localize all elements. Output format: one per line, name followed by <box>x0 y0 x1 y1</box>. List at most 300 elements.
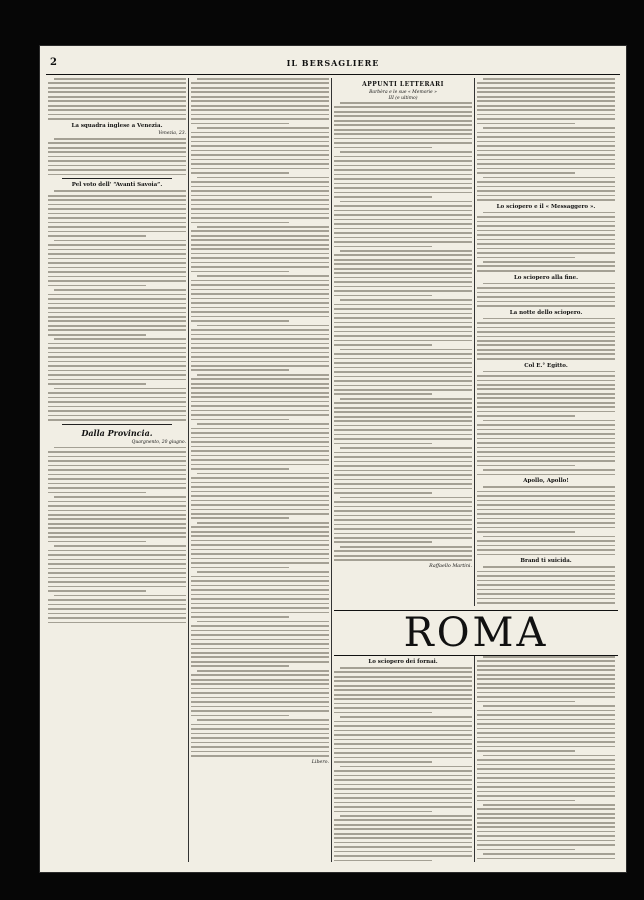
text-line <box>48 604 186 606</box>
column-rule <box>331 78 332 862</box>
text-line <box>334 120 472 122</box>
text-line <box>334 407 472 409</box>
text-line <box>477 660 615 662</box>
text-line <box>334 335 472 337</box>
text-line <box>334 712 432 714</box>
text-line <box>48 608 186 610</box>
text-line <box>477 665 615 667</box>
text-line <box>191 607 329 609</box>
text-line <box>191 343 329 345</box>
text-line <box>191 531 329 533</box>
text-line <box>54 338 186 340</box>
text-line <box>477 105 615 107</box>
text-line <box>191 136 329 138</box>
text-line <box>48 550 186 552</box>
text-line <box>48 518 186 520</box>
text-line <box>48 285 146 287</box>
text-line <box>334 277 472 279</box>
text-line <box>48 347 186 349</box>
text-line <box>334 429 472 431</box>
text-line <box>334 416 472 418</box>
text-line <box>334 501 472 503</box>
text-line <box>191 553 329 555</box>
text-line <box>477 844 615 846</box>
text-line <box>191 186 329 188</box>
text-line <box>197 423 329 425</box>
text-line <box>191 405 329 407</box>
text-line <box>334 483 472 485</box>
text-line <box>48 379 186 381</box>
text-line <box>334 793 472 795</box>
text-line <box>48 160 186 162</box>
text-line <box>334 528 472 530</box>
text-line <box>48 419 186 421</box>
text-line <box>48 325 186 327</box>
text-line <box>191 248 329 250</box>
text-line <box>483 283 615 285</box>
text-line <box>340 716 472 718</box>
text-line <box>334 219 472 221</box>
text-line <box>477 509 615 511</box>
text-line <box>477 518 615 520</box>
text-line <box>48 514 186 516</box>
text-line <box>334 488 472 490</box>
text-line <box>477 687 615 689</box>
text-line <box>334 860 432 862</box>
text-line <box>477 584 615 586</box>
text-line <box>340 398 472 400</box>
text-line <box>191 356 329 358</box>
text-line <box>477 388 615 390</box>
text-line <box>334 784 472 786</box>
text-line <box>477 849 575 851</box>
text-line <box>334 308 472 310</box>
text-line <box>48 199 186 201</box>
text-line <box>191 491 329 493</box>
text-line <box>477 447 615 449</box>
text-line <box>477 349 615 351</box>
text-line <box>477 336 615 338</box>
text-line <box>48 253 186 255</box>
text-line <box>334 393 432 395</box>
text-line <box>334 156 472 158</box>
text-line <box>191 352 329 354</box>
text-line <box>48 613 186 615</box>
text-line <box>340 546 472 548</box>
text-line <box>477 424 615 426</box>
text-line <box>48 527 186 529</box>
roma-column-right <box>477 656 615 862</box>
text-line <box>334 340 472 342</box>
text-line <box>334 707 472 709</box>
illegible-text-block <box>48 447 186 623</box>
text-line <box>48 226 186 228</box>
text-line <box>334 824 472 826</box>
text-line <box>334 846 472 848</box>
illegible-text-block <box>477 371 615 476</box>
text-line <box>48 258 186 260</box>
text-line <box>191 576 329 578</box>
text-line <box>191 701 329 703</box>
text-line <box>334 757 472 759</box>
text-line <box>48 581 186 583</box>
text-line <box>191 580 329 582</box>
text-line <box>191 656 329 658</box>
text-line <box>477 82 615 84</box>
text-line <box>477 669 615 671</box>
text-line <box>54 388 186 390</box>
text-line <box>334 555 472 557</box>
text-line <box>191 172 289 174</box>
text-line <box>191 316 329 318</box>
text-line <box>334 402 472 404</box>
text-line <box>191 437 329 439</box>
text-line <box>191 616 289 618</box>
text-line <box>191 159 329 161</box>
text-line <box>334 344 432 346</box>
text-line <box>191 239 329 241</box>
text-line <box>477 500 615 502</box>
text-line <box>477 234 615 236</box>
roma-column-left <box>334 656 472 862</box>
text-line <box>48 510 186 512</box>
text-line <box>483 536 615 538</box>
text-line <box>334 851 472 853</box>
article-heading-appunti-letterari: APPUNTI LETTERARI <box>362 81 444 88</box>
text-line <box>48 307 186 309</box>
text-line <box>191 446 329 448</box>
text-line <box>477 265 615 267</box>
text-line <box>477 719 615 721</box>
text-line <box>48 460 186 462</box>
text-line <box>477 782 615 784</box>
text-line <box>191 244 329 246</box>
dateline-venezia: Venezia, 23. <box>158 130 186 136</box>
text-line <box>191 114 329 116</box>
text-line <box>334 828 472 830</box>
text-line <box>477 415 575 417</box>
text-line <box>191 504 329 506</box>
text-line <box>197 325 329 327</box>
text-line <box>48 478 186 480</box>
text-line <box>48 156 186 158</box>
article-divider <box>62 178 172 179</box>
text-line <box>334 698 472 700</box>
text-line <box>48 492 146 494</box>
text-line <box>334 842 472 844</box>
text-line <box>477 305 615 307</box>
text-line <box>191 500 329 502</box>
illegible-text-block <box>477 212 615 272</box>
text-line <box>477 460 615 462</box>
text-line <box>477 230 615 232</box>
text-line <box>477 221 615 223</box>
text-line <box>477 87 615 89</box>
text-line <box>477 822 615 824</box>
text-line <box>48 320 186 322</box>
text-line <box>191 82 329 84</box>
text-line <box>48 554 186 556</box>
text-line <box>334 743 472 745</box>
text-line <box>334 322 472 324</box>
text-line <box>48 91 186 93</box>
text-line <box>191 652 329 654</box>
text-line <box>477 292 615 294</box>
text-line <box>334 187 472 189</box>
text-line <box>48 96 186 98</box>
text-line <box>191 661 329 663</box>
text-line <box>191 204 329 206</box>
text-line <box>191 544 329 546</box>
text-line <box>334 246 432 248</box>
text-line <box>477 296 615 298</box>
text-line <box>334 237 472 239</box>
text-line <box>477 287 615 289</box>
article-heading-notte-sciopero: La notte dello sciopero. <box>509 309 583 316</box>
text-line <box>334 304 472 306</box>
text-line <box>48 374 186 376</box>
text-line <box>334 205 472 207</box>
text-line <box>334 169 472 171</box>
text-line <box>334 241 472 243</box>
text-line <box>477 322 615 324</box>
text-line <box>340 447 472 449</box>
text-line <box>334 519 472 521</box>
text-line <box>191 387 329 389</box>
text-line <box>48 483 186 485</box>
article-divider <box>62 424 172 425</box>
text-line <box>477 327 615 329</box>
text-line <box>477 602 615 604</box>
text-line <box>48 151 186 153</box>
text-line <box>48 352 186 354</box>
text-line <box>477 123 575 125</box>
illegible-text-block <box>334 667 472 861</box>
text-line <box>48 244 186 246</box>
text-line <box>477 243 615 245</box>
text-line <box>477 141 615 143</box>
text-line <box>191 392 329 394</box>
illegible-text-block <box>477 486 615 555</box>
text-line <box>48 410 186 412</box>
text-line <box>334 456 472 458</box>
text-line <box>334 317 472 319</box>
article-heading-apollo: Apollo, Apollo! <box>523 478 569 485</box>
text-line <box>48 231 186 233</box>
column-rule <box>474 656 475 862</box>
text-line <box>334 232 472 234</box>
text-line <box>191 450 329 452</box>
text-line <box>191 630 329 632</box>
text-line <box>477 172 575 174</box>
text-line <box>191 517 289 519</box>
text-line <box>191 589 329 591</box>
text-line <box>334 178 472 180</box>
text-line <box>334 420 472 422</box>
text-line <box>54 138 186 140</box>
text-line <box>191 567 289 569</box>
text-line <box>477 132 615 134</box>
text-line <box>477 181 615 183</box>
text-line <box>334 819 472 821</box>
text-line <box>191 150 329 152</box>
text-line <box>191 154 329 156</box>
text-line <box>48 505 186 507</box>
text-line <box>334 326 472 328</box>
text-line <box>197 78 329 80</box>
text-line <box>340 201 472 203</box>
text-line <box>477 701 575 703</box>
text-line <box>191 751 329 753</box>
text-line <box>191 208 329 210</box>
text-line <box>191 369 289 371</box>
text-line <box>477 252 615 254</box>
text-line <box>191 625 329 627</box>
text-line <box>483 420 615 422</box>
text-line <box>477 438 615 440</box>
text-line <box>477 692 615 694</box>
text-line <box>334 802 472 804</box>
text-line <box>191 298 329 300</box>
text-line <box>334 775 472 777</box>
text-line <box>477 714 615 716</box>
text-line <box>483 656 615 658</box>
text-line <box>197 473 329 475</box>
text-line <box>191 688 329 690</box>
text-line <box>477 150 615 152</box>
illegible-text-block <box>477 318 615 360</box>
text-line <box>334 290 472 292</box>
text-line <box>334 465 472 467</box>
text-line <box>191 329 329 331</box>
text-line <box>477 540 615 542</box>
text-line <box>477 795 615 797</box>
roma-title: ROMA <box>334 610 618 656</box>
text-line <box>334 533 472 535</box>
text-line <box>48 213 186 215</box>
text-line <box>477 91 615 93</box>
text-line <box>191 639 329 641</box>
text-line <box>334 147 432 149</box>
text-line <box>334 192 472 194</box>
text-line <box>477 114 615 116</box>
text-line <box>191 181 329 183</box>
text-line <box>477 358 615 360</box>
text-line <box>477 808 615 810</box>
text-line <box>191 558 329 560</box>
text-line <box>197 621 329 623</box>
text-line <box>483 705 615 707</box>
text-line <box>191 289 329 291</box>
text-line <box>191 96 329 98</box>
text-line <box>477 340 615 342</box>
text-line <box>334 470 472 472</box>
text-line <box>48 536 186 538</box>
text-line <box>334 524 472 526</box>
text-line <box>334 474 472 476</box>
text-line <box>334 797 472 799</box>
text-line <box>477 195 615 197</box>
text-line <box>48 316 186 318</box>
text-line <box>334 537 472 539</box>
text-line <box>483 78 615 80</box>
text-line <box>191 562 329 564</box>
text-line <box>197 177 329 179</box>
text-line <box>334 223 472 225</box>
text-line <box>191 280 329 282</box>
roma-section <box>334 606 618 862</box>
text-line <box>191 585 329 587</box>
text-line <box>483 127 615 129</box>
text-line <box>197 571 329 573</box>
text-line <box>477 402 615 404</box>
illegible-text-block <box>48 190 186 420</box>
text-line <box>334 739 472 741</box>
text-line <box>334 228 472 230</box>
text-line <box>334 734 472 736</box>
text-line <box>48 456 186 458</box>
text-line <box>477 764 615 766</box>
text-line <box>334 725 472 727</box>
text-line <box>477 683 615 685</box>
text-line <box>477 118 615 120</box>
text-line <box>191 468 289 470</box>
text-line <box>477 199 615 201</box>
text-line <box>340 815 472 817</box>
text-line <box>197 275 329 277</box>
text-line <box>483 261 615 263</box>
text-line <box>191 733 329 735</box>
text-line <box>477 759 615 761</box>
text-line <box>48 401 186 403</box>
text-line <box>191 710 329 712</box>
signature-martini: Raffaello Martini. <box>429 563 472 569</box>
text-line <box>191 410 329 412</box>
text-line <box>334 689 472 691</box>
text-line <box>191 441 329 443</box>
text-line <box>334 438 472 440</box>
text-line <box>334 671 472 673</box>
text-line <box>477 393 615 395</box>
text-line <box>191 168 329 170</box>
text-line <box>54 78 186 80</box>
text-line <box>477 109 615 111</box>
text-line <box>334 541 432 543</box>
text-line <box>334 313 472 315</box>
text-line <box>477 741 615 743</box>
text-line <box>191 378 329 380</box>
text-line <box>197 522 329 524</box>
text-line <box>48 118 186 120</box>
text-line <box>477 817 615 819</box>
text-line <box>48 465 186 467</box>
text-line <box>334 380 472 382</box>
text-line <box>191 648 329 650</box>
illegible-text-block <box>477 283 615 307</box>
text-line <box>191 235 329 237</box>
text-line <box>334 272 472 274</box>
illegible-text-block <box>191 78 329 757</box>
text-line <box>477 491 615 493</box>
article-heading-squadra-inglese: La squadra inglese a Venezia. <box>71 122 163 129</box>
text-line <box>334 358 472 360</box>
text-line <box>334 515 472 517</box>
text-line <box>334 855 472 857</box>
text-line <box>477 257 575 259</box>
text-line <box>477 593 615 595</box>
text-line <box>48 365 186 367</box>
text-line <box>54 447 186 449</box>
